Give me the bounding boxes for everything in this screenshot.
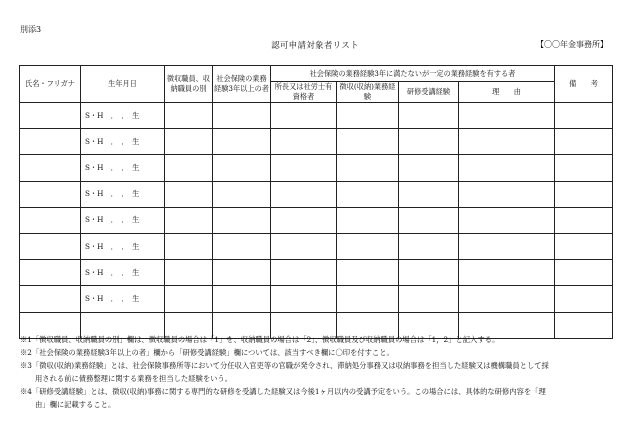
staff-type-cell[interactable] bbox=[165, 129, 213, 155]
qualified-cell[interactable] bbox=[271, 129, 337, 155]
remarks-cell[interactable] bbox=[555, 207, 613, 233]
footnote-continued: 由」欄に記載すること。 bbox=[35, 400, 116, 409]
training-cell[interactable] bbox=[399, 260, 459, 286]
reason-cell[interactable] bbox=[459, 286, 555, 312]
remarks-cell[interactable] bbox=[555, 286, 613, 312]
training-cell[interactable] bbox=[399, 129, 459, 155]
header-dob: 生年月日 bbox=[81, 66, 165, 103]
remarks-cell[interactable] bbox=[555, 129, 613, 155]
table-row bbox=[20, 155, 613, 181]
staff-type-cell[interactable] bbox=[165, 260, 213, 286]
qualified-cell[interactable] bbox=[271, 103, 337, 129]
collection-cell[interactable] bbox=[337, 155, 399, 181]
dob-cell[interactable]: S・H ． ． 生 bbox=[81, 129, 165, 155]
staff-type-cell[interactable] bbox=[165, 286, 213, 312]
name-cell[interactable] bbox=[20, 181, 81, 207]
footnote: ※2「社会保険の業務経験3年以上の者」欄から「研修受講経験」欄については、該当すべき欄に〇印を付すこと。 bbox=[20, 348, 394, 357]
training-cell[interactable] bbox=[399, 103, 459, 129]
reason-cell[interactable] bbox=[459, 260, 555, 286]
office-label: 【〇〇年金事務所】 bbox=[536, 40, 608, 49]
table-row bbox=[20, 207, 613, 233]
collection-cell[interactable] bbox=[337, 207, 399, 233]
header-3yr-experience: 社会保険の業務経験3年以上の者 bbox=[213, 66, 271, 103]
collection-cell[interactable] bbox=[337, 103, 399, 129]
3yr-cell[interactable] bbox=[213, 129, 271, 155]
name-cell[interactable] bbox=[20, 286, 81, 312]
attachment-label: 別添3 bbox=[20, 25, 42, 34]
footnote: ※4「研修受講経験」とは、徴収(収納)事務に関する専門的な研修を受講した経験又は今後1ヶ月以内の受講予定をいう。この場合には、具体的な研修内容を「理 bbox=[20, 387, 546, 396]
dob-cell[interactable]: S・H ． ． 生 bbox=[81, 207, 165, 233]
footnote-continued: 用される前に債務整理に関する業務を担当した経験をいう。 bbox=[35, 374, 233, 383]
header-remarks: 備 考 bbox=[555, 66, 613, 103]
reason-cell[interactable] bbox=[459, 207, 555, 233]
training-cell[interactable] bbox=[399, 181, 459, 207]
reason-cell[interactable] bbox=[459, 129, 555, 155]
dob-cell[interactable]: S・H ． ． 生 bbox=[81, 155, 165, 181]
dob-cell[interactable]: S・H ． ． 生 bbox=[81, 103, 165, 129]
remarks-cell[interactable] bbox=[555, 233, 613, 259]
header-qualified: 所長又は社労士有資格者 bbox=[271, 82, 337, 103]
header-reason: 理 由 bbox=[459, 82, 555, 103]
3yr-cell[interactable] bbox=[213, 155, 271, 181]
header-collection-experience: 徴収(収納)業務経験 bbox=[337, 82, 399, 103]
qualified-cell[interactable] bbox=[271, 155, 337, 181]
dob-cell[interactable]: S・H ． ． 生 bbox=[81, 233, 165, 259]
qualified-cell[interactable] bbox=[271, 181, 337, 207]
reason-cell[interactable] bbox=[459, 103, 555, 129]
staff-type-cell[interactable] bbox=[165, 207, 213, 233]
training-cell[interactable] bbox=[399, 233, 459, 259]
header-staff-type: 徴収職員、収納職員の別 bbox=[165, 66, 213, 103]
qualified-cell[interactable] bbox=[271, 233, 337, 259]
staff-type-cell[interactable] bbox=[165, 233, 213, 259]
dob-cell[interactable]: S・H ． ． 生 bbox=[81, 286, 165, 312]
collection-cell[interactable] bbox=[337, 286, 399, 312]
qualified-cell[interactable] bbox=[271, 207, 337, 233]
collection-cell[interactable] bbox=[337, 181, 399, 207]
remarks-cell[interactable] bbox=[555, 181, 613, 207]
name-cell[interactable] bbox=[20, 103, 81, 129]
3yr-cell[interactable] bbox=[213, 233, 271, 259]
table-row bbox=[20, 129, 613, 155]
name-cell[interactable] bbox=[20, 233, 81, 259]
name-cell[interactable] bbox=[20, 207, 81, 233]
table-row bbox=[20, 233, 613, 259]
name-cell[interactable] bbox=[20, 260, 81, 286]
3yr-cell[interactable] bbox=[213, 260, 271, 286]
training-cell[interactable] bbox=[399, 286, 459, 312]
footnotes bbox=[20, 333, 612, 411]
header-group-experience: 社会保険の業務経験3年に満たないが一定の業務経験を有する者 bbox=[271, 66, 555, 82]
3yr-cell[interactable] bbox=[213, 286, 271, 312]
training-cell[interactable] bbox=[399, 155, 459, 181]
remarks-cell[interactable] bbox=[555, 260, 613, 286]
name-cell[interactable] bbox=[20, 129, 81, 155]
staff-type-cell[interactable] bbox=[165, 181, 213, 207]
qualified-cell[interactable] bbox=[271, 286, 337, 312]
table-row bbox=[20, 103, 613, 129]
collection-cell[interactable] bbox=[337, 129, 399, 155]
dob-cell[interactable]: S・H ． ． 生 bbox=[81, 260, 165, 286]
remarks-cell[interactable] bbox=[555, 103, 613, 129]
staff-type-cell[interactable] bbox=[165, 103, 213, 129]
3yr-cell[interactable] bbox=[213, 103, 271, 129]
table-row bbox=[20, 260, 613, 286]
reason-cell[interactable] bbox=[459, 155, 555, 181]
page-title: 認可申請対象者リスト bbox=[271, 41, 359, 51]
3yr-cell[interactable] bbox=[213, 207, 271, 233]
reason-cell[interactable] bbox=[459, 181, 555, 207]
header-name: 氏名・フリガナ bbox=[20, 66, 81, 103]
collection-cell[interactable] bbox=[337, 233, 399, 259]
applicant-table bbox=[19, 65, 613, 339]
remarks-cell[interactable] bbox=[555, 155, 613, 181]
3yr-cell[interactable] bbox=[213, 181, 271, 207]
header-training: 研修受講経験 bbox=[399, 82, 459, 103]
dob-cell[interactable]: S・H ． ． 生 bbox=[81, 181, 165, 207]
footnote: ※1「徴収職員、収納職員の別」欄は、徴収職員の場合は「1」を、収納職員の場合は「2」、徴収職員及び収納職員の場合は「1，2」と記入する。 bbox=[20, 335, 500, 344]
staff-type-cell[interactable] bbox=[165, 155, 213, 181]
table-row bbox=[20, 286, 613, 312]
collection-cell[interactable] bbox=[337, 260, 399, 286]
table-row bbox=[20, 181, 613, 207]
footnote: ※3「徴収(収納)業務経験」とは、社会保険事務所等において分任収入官吏等の官職が発令され、滞納処分事務又は収納事務を担当した経験又は機構職員として採 bbox=[20, 361, 549, 370]
reason-cell[interactable] bbox=[459, 233, 555, 259]
training-cell[interactable] bbox=[399, 207, 459, 233]
qualified-cell[interactable] bbox=[271, 260, 337, 286]
name-cell[interactable] bbox=[20, 155, 81, 181]
